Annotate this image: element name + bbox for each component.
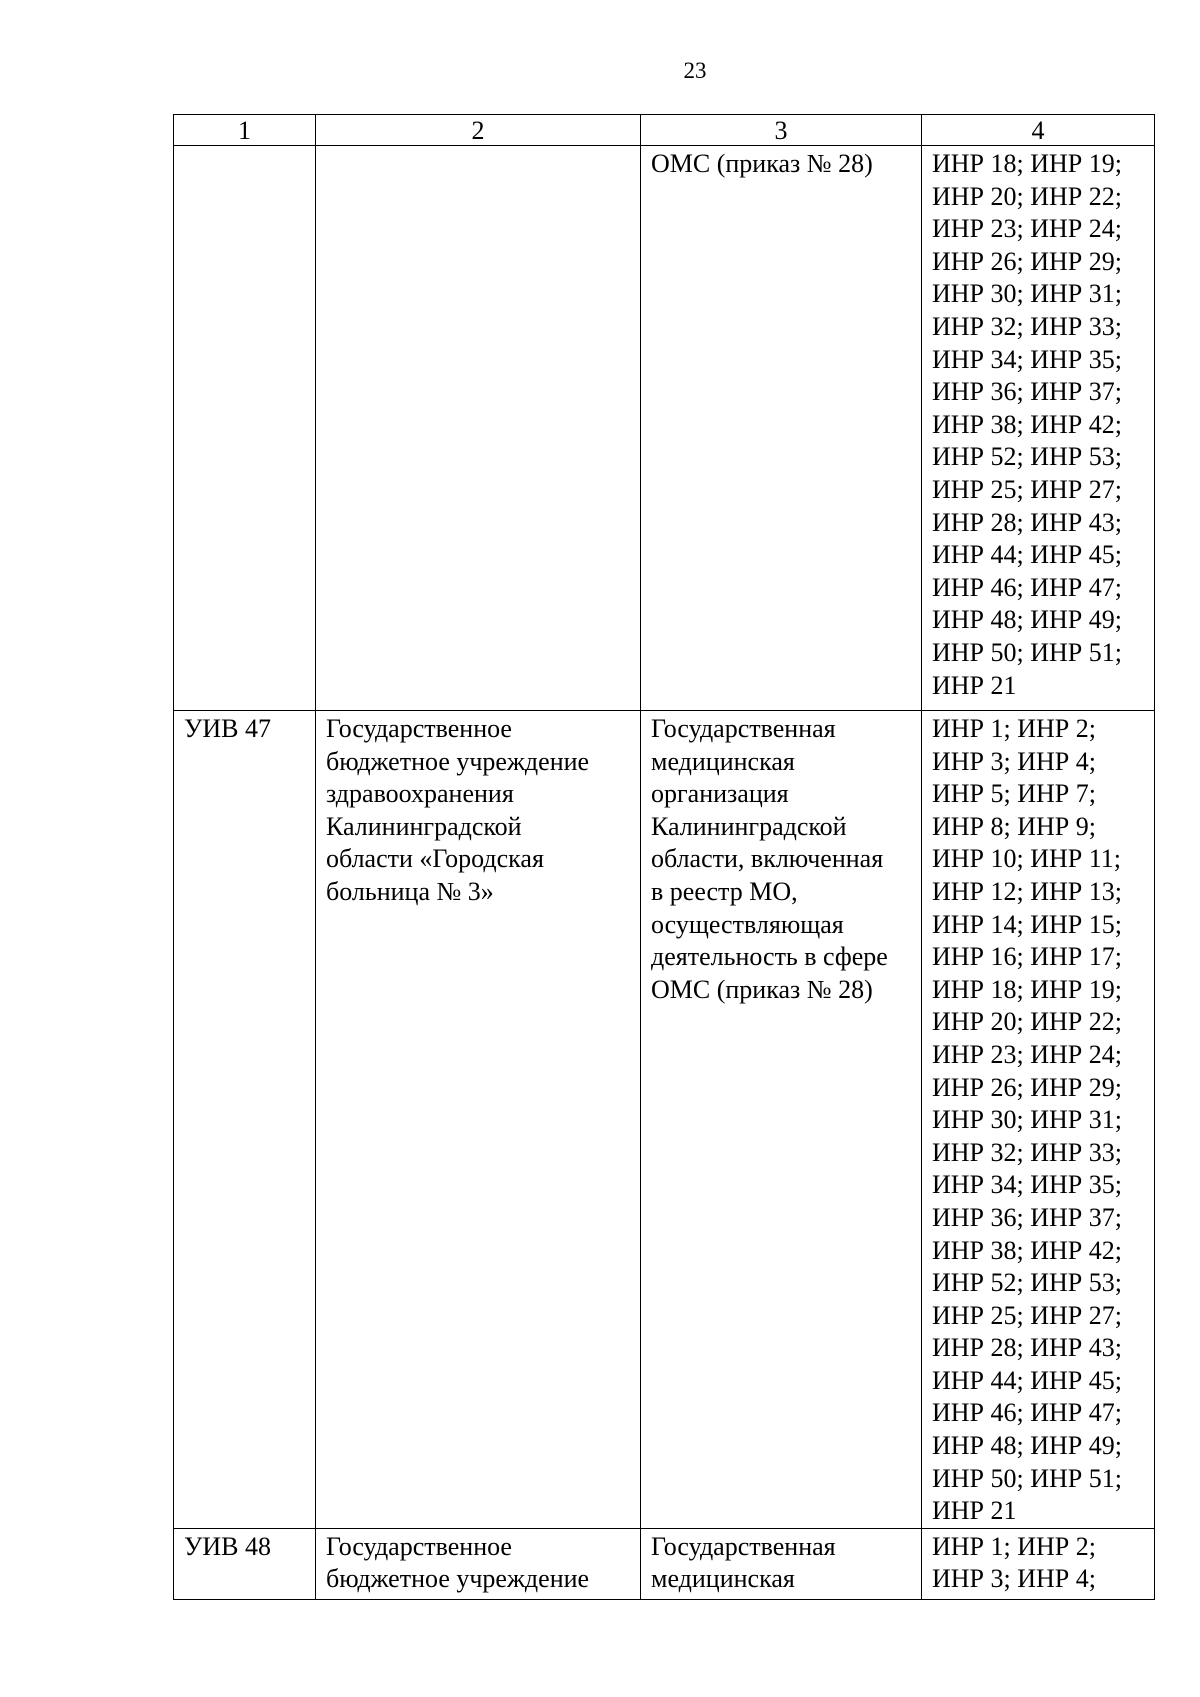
cell-description-text: Государственная медицинская [651,1531,836,1594]
cell-description [641,1528,922,1599]
table-row [174,711,1155,1529]
table-header-row [174,115,1155,146]
cell-inr-list-text: ИНР 1; ИНР 2; ИНР 3; ИНР 4; [932,1531,1096,1594]
cell-organization [316,1528,641,1599]
cell-inr-list [922,711,1155,1529]
column-header-4: 4 [922,115,1155,146]
table-header [174,115,1155,146]
cell-description [641,146,922,711]
cell-identifier [174,1528,316,1599]
column-header-2: 2 [316,115,641,146]
cell-inr-list [922,146,1155,711]
table-row [174,146,1155,711]
column-header-1: 1 [174,115,316,146]
cell-identifier-text: УИВ 47 [184,714,272,743]
cell-description [641,711,922,1529]
table-body [174,146,1155,1600]
cell-organization [316,146,641,711]
page-number: 23 [683,58,707,83]
cell-identifier-text: УИВ 48 [184,1531,272,1561]
column-header-3: 3 [641,115,922,146]
cell-organization-text: Государственное бюджетное учреждение здравоохранения Калининградской области «Городская больница № 3» [326,714,590,906]
cell-inr-list [922,1528,1155,1599]
cell-organization [316,711,641,1529]
cell-description-text: Государственная медицинская организация Калининградской области, включенная в реестр МО, осуществляющая деятельность в сфере ОМС (приказ № 28) [651,714,888,1004]
document-table [173,114,1155,1600]
cell-identifier [174,711,316,1529]
cell-inr-list-text: ИНР 18; ИНР 19; ИНР 20; ИНР 22; ИНР 23; ИНР 24; ИНР 26; ИНР 29; ИНР 30; ИНР 31; ИНР 32; ИНР 33; ИНР 34; ИНР 35; ИНР 36; ИНР 37; ИНР 38; ИНР 42; ИНР 52; ИНР 53; ИНР 25; ИНР 27; ИНР 28; ИНР 43; ИНР 44; ИНР 45; ИНР 46; ИНР 47; ИНР 48; ИНР 49; ИНР 50; ИНР 51; ИНР 21 [932,149,1122,700]
cell-identifier [174,146,316,711]
cell-inr-list-text: ИНР 1; ИНР 2; ИНР 3; ИНР 4; ИНР 5; ИНР 7; ИНР 8; ИНР 9; ИНР 10; ИНР 11; ИНР 12; ИНР 13; ИНР 14; ИНР 15; ИНР 16; ИНР 17; ИНР 18; ИНР 19; ИНР 20; ИНР 22; ИНР 23; ИНР 24; ИНР 26; ИНР 29; ИНР 30; ИНР 31; ИНР 32; ИНР 33; ИНР 34; ИНР 35; ИНР 36; ИНР 37; ИНР 38; ИНР 42; ИНР 52; ИНР 53; ИНР 25; ИНР 27; ИНР 28; ИНР 43; ИНР 44; ИНР 45; ИНР 46; ИНР 47; ИНР 48; ИНР 49; ИНР 50; ИНР 51; ИНР 21 [932,714,1122,1526]
table-row [174,1528,1155,1599]
cell-description-text: ОМС (приказ № 28) [651,149,873,178]
cell-organization-text: Государственное бюджетное учреждение [326,1531,590,1594]
